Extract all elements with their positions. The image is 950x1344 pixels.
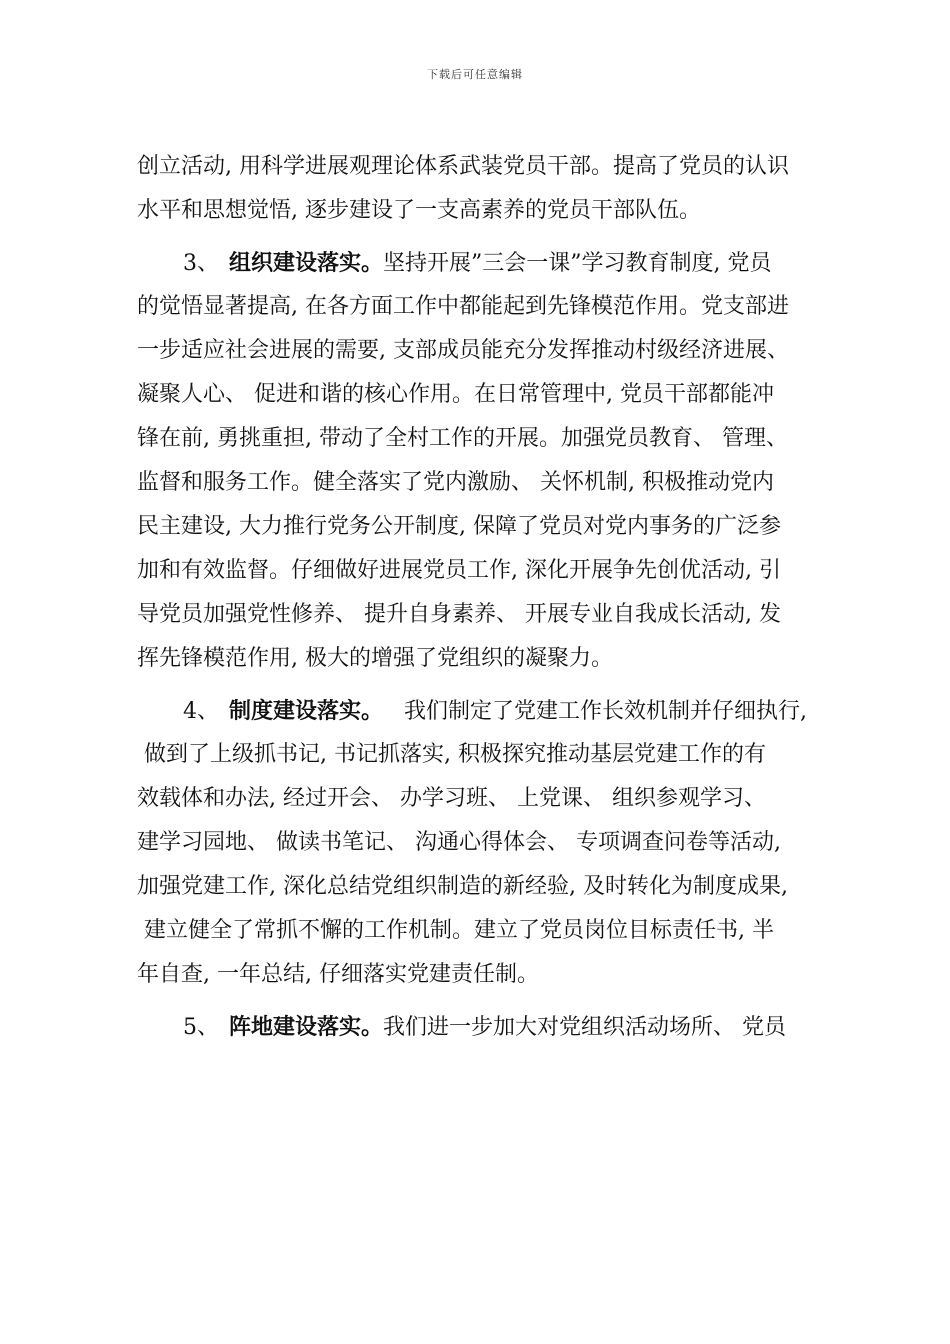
text-line: 凝聚人心、 促进和谐的核心作用。在日常管理中, 党员干部都能冲 (137, 382, 774, 407)
text-line: 锋在前, 勇挑重担, 带动了全村工作的开展。加强党员教育、 管理、 (137, 426, 788, 451)
paragraph-organization (137, 241, 827, 681)
section-heading: 制度建设落实。 (229, 698, 384, 724)
page-header-note: 下载后可任意编辑 (427, 68, 523, 81)
text-span: 坚持开展”三会一课”学习教育制度, 党员 (383, 251, 772, 276)
text-line: 建立健全了常抓不懈的工作机制。建立了党员岗位目标责任书, 半 (137, 918, 774, 943)
text-line: 水平和思想觉悟, 逐步建设了一支高素养的党员干部队伍。 (137, 198, 701, 223)
text-line: 民主建设, 大力推行党务公开制度, 保障了党员对党内事务的广泛参 (137, 514, 781, 539)
text-line: 导党员加强党性修养、 提升自身素养、 开展专业自我成长活动, 发 (137, 602, 781, 627)
item-number: 4、 (183, 699, 219, 724)
section-heading: 组织建设落实。 (229, 250, 384, 276)
text-line: 建学习园地、 做读书笔记、 沟通心得体会、 专项调查问卷等活动, (137, 830, 781, 855)
item-number: 5、 (183, 1015, 219, 1040)
text-span: 我们进一步加大对党组织活动场所、 党员 (383, 1015, 787, 1040)
paragraph-system (137, 689, 827, 997)
text-line: 一步适应社会进展的需要, 支部成员能充分发挥推动村级经济进展、 (137, 338, 789, 363)
text-line: 创立活动, 用科学进展观理论体系武装党员干部。提高了党员的认识 (137, 154, 789, 179)
paragraph-position (137, 1005, 827, 1049)
text-line: 年自查, 一年总结, 仔细落实党建责任制。 (137, 962, 539, 987)
text-line: 加和有效监督。仔细做好进展党员工作, 深化开展争先创优活动, 引 (137, 558, 781, 583)
text-line: 做到了上级抓书记, 书记抓落实, 积极探究推动基层党建工作的有 (137, 742, 766, 767)
text-line: 效载体和办法, 经过开会、 办学习班、 上党课、 组织参观学习、 (137, 786, 766, 811)
paragraph-first-line (137, 689, 827, 733)
document-body (137, 145, 827, 1049)
paragraph-continuation (137, 145, 827, 233)
paragraph-first-line (137, 241, 827, 285)
text-line: 挥先锋模范作用, 极大的增强了党组织的凝聚力。 (137, 646, 613, 671)
text-line: 加强党建工作, 深化总结党组织制造的新经验, 及时转化为制度成果, (137, 874, 788, 899)
text-line: 的觉悟显著提高, 在各方面工作中都能起到先锋模范作用。党支部进 (137, 294, 789, 319)
section-heading: 阵地建设落实。 (229, 1014, 384, 1040)
paragraph-first-line (137, 1005, 827, 1049)
text-line: 监督和服务工作。健全落实了党内激励、 关怀机制, 积极推动党内 (137, 470, 774, 495)
text-span: 我们制定了党建工作长效机制并仔细执行, (383, 699, 807, 724)
item-number: 3、 (183, 251, 219, 276)
